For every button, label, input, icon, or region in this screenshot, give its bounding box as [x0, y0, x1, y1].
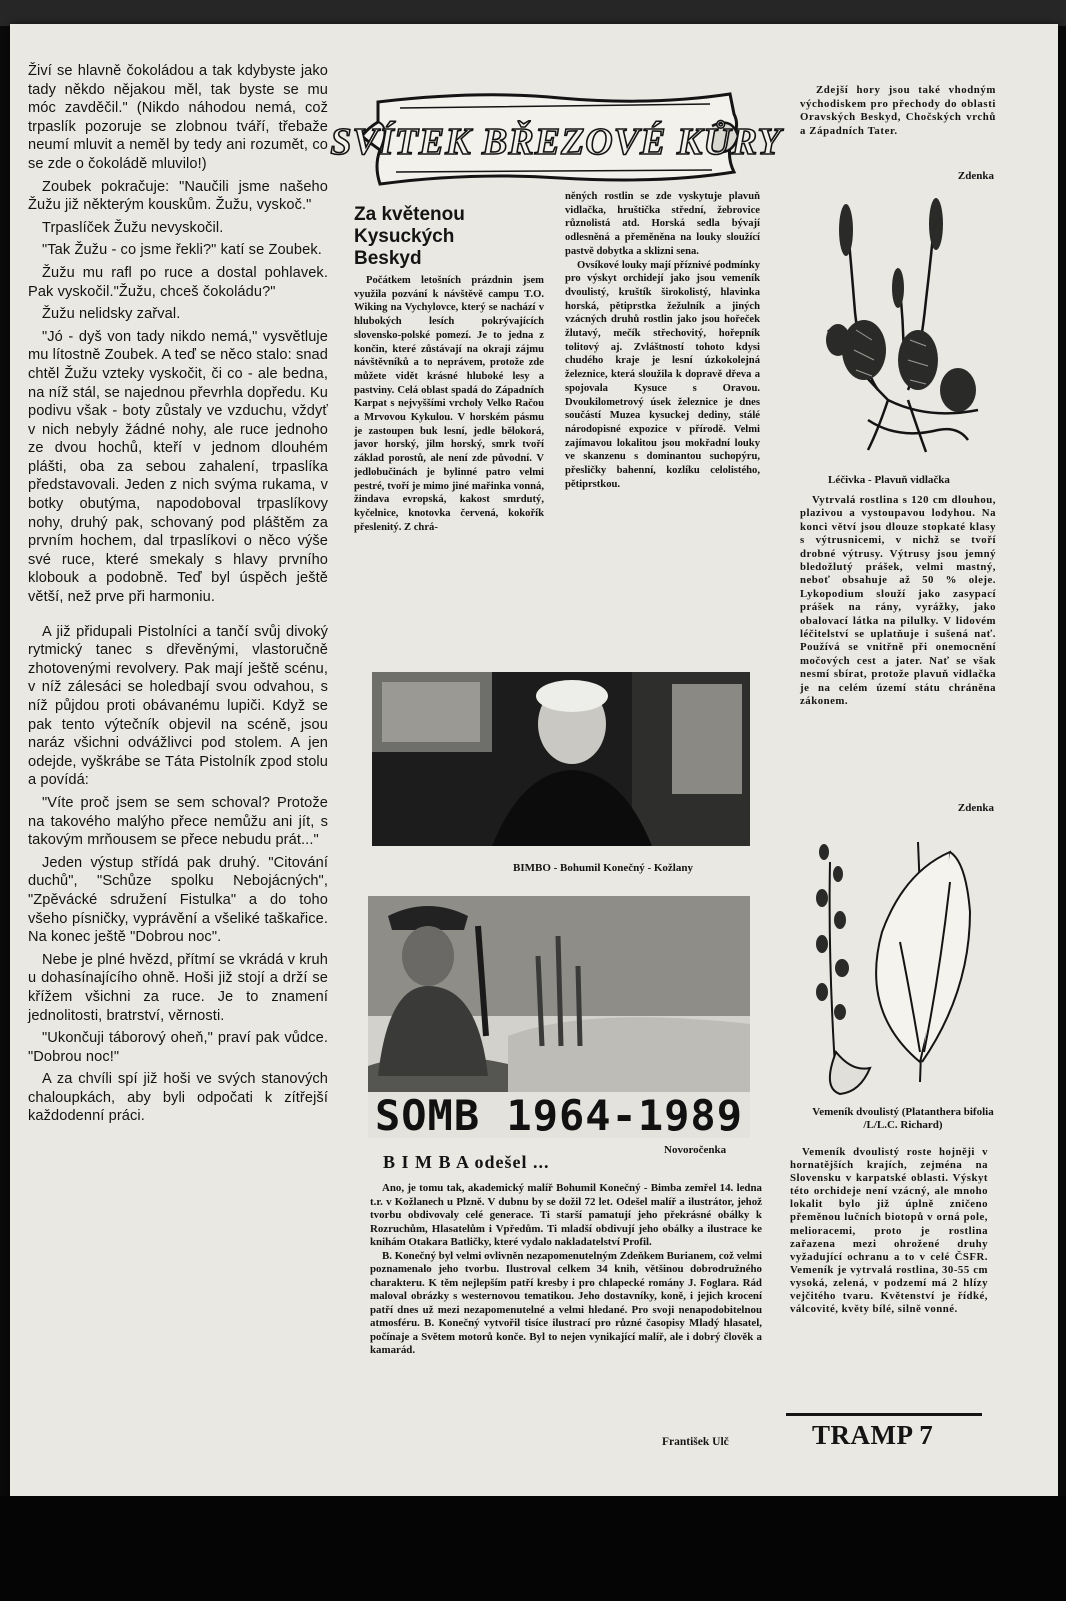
somb-banner: SOMB 1964-1989 [374, 1091, 744, 1140]
intro-paragraph: Zdejší hory jsou také vhodným východiskem pro přechody do oblasti Oravských Beskyd, Chočských vrchů a Západních Tater. [800, 84, 996, 137]
obituary-author: František Ulč [662, 1436, 729, 1448]
story-paragraph: Zoubek pokračuje: "Naučili jsme našeho Žužu již některým kouskům. Žužu, vyskoč." [28, 178, 328, 214]
story-paragraph: Živí se hlavně čokoládou a tak kdybyste jako tady někdo nějakou měl, tak byste se mu móc zavděčil." (Nikdo náhodou nemá, což trpaslík pozoruje se zlobnou tváří, třebaže neumí mluvit a neměl by tedy ani rozumět, co se zde o čokoládě mluvilo!) [28, 63, 328, 172]
masthead-scroll [330, 86, 782, 192]
article-paragraph: Ovsíkové louky mají příznivé podmínky pro výskyt orchidejí jako jsou vemeník dvoulistý, kruštík širokolistý, hlavinka horská, pětiprstka žežulník a jiných vzácných druhů rostlin jako jsou hořeček žlutavý, mečík střechovitý, hořepník tolitový aj. Zvláštností tohoto kdysi chudého kraje je lesní úzkokolejná železnice, která sloužila k dopravě dřeva a spojovala Kysuce s Oravou. Dvoukilometrový úsek železnice je dnes součástí Muzea kysuckej dediny, stálé národopisné expozice v přírodě. Velmi zajímavou lokalitou jsou mokřadní louky ve skanzenu s dominantou suchopýru, přesličky bahenní, kozlíku celolistého, pětiprstkou. [565, 259, 760, 490]
plant-paragraph: Vemeník dvoulistý roste hojněji v hornatějších krajích, zejména na Slovensku v karpatské oblasti. Výskyt této orchideje není vzácný, ale mnoho lokalit bylo již úplně zničeno přeměnou lučních biotopů v orná pole, melioracemi, proto je rostlina zařazena mezi ohrožené druhy vyžadující ochranu a to v celé ČSFR. Vemeník je vytrvalá rostlina, 30-55 cm vysoká, zelená, v podzemí má 2 hlízy vejčitého tvaru. Květenství je řídké, válcovité, květy bílé, silně vonné. [790, 1146, 988, 1316]
photo-caption: BIMBO - Bohumil Konečný - Kožlany [513, 862, 693, 874]
obituary-title: B I M B A odešel ... [383, 1152, 550, 1172]
author-signature: Zdenka [957, 170, 994, 182]
footer-divider [786, 1413, 982, 1416]
birch-bark-scroll-icon [330, 86, 782, 192]
article-column-a [354, 274, 544, 534]
portrait-photo [372, 672, 750, 846]
story-paragraph: "Ukončuji táborový oheň," praví pak vůdce. "Dobrou noc!" [28, 1030, 328, 1065]
story-paragraph: A již přidupali Pistolníci a tančí svůj divoký rytmický tanec s dřevěnými, vlastoručně zhotovenými revolvery. Pak mají ještě scénu, v níž zálesáci se holedbají svou odvahou, s níž půjdou proti obávanému lupiči. Když se pak tento výtečník objevil na scéně, jsou naráz všichni odvážlivci pod stolem. A jen odejde, vyškrábe se Táta Pistolník zpod stolu a povídá: [28, 623, 328, 789]
masthead-title: SVÍTEK BŘEZOVÉ KŮRY [330, 121, 782, 163]
background-top [0, 0, 1066, 26]
novorocenka-illustration [368, 896, 750, 1138]
story-paragraph: A za chvíli spí již hoši ve svých stanových chaloupkách, aby byli odpočati k zítřejší každodenní práci. [28, 1071, 328, 1125]
story-paragraph: "Jó - dyš von tady nikdo nemá," vysvětluje mu lítostně Zoubek. A teď se něco stalo: snad chtěl Žužu vzteky vyskočit, či co - ale bedna, na níž stál, se najednou převrhla dopředu. Ku podivu však - boty zůstaly ve vzduchu, vždyť v nich nebyly žádné nohy, ale ruce jednoho ze dvou hochů, kteří v jednom dlouhém plášti, oba za sebou zahalení, trpaslíka představovali. Jeden z nich svýma rukama, v botky obutýma, napodoboval trpaslíkovy nohy, druhý pak, schovaný pod pláštěm za prvním hochem, dal trpaslíkovi o něco výše své ruce, které smekaly s hlavy prvního klobouk a podobně. Teď byl úspěch ještě větší, než prve při harmoniu. [28, 328, 328, 606]
article-title: Za květenou Kysuckých Beskyd [354, 204, 465, 269]
right-column-intro [800, 84, 996, 138]
page-footer: TRAMP 7 [812, 1420, 934, 1450]
article-paragraph: něných rostlin se zde vyskytuje plavuň vidlačka, hruštička střední, žebrovice různolistá atd. Horská sedla bývají odlesněná a přeměněna na louky sloužící pastvě dobytka a sklizni sena. [565, 191, 760, 257]
story-paragraph: "Tak Žužu - co jsme řekli?" katí se Zoubek. [42, 242, 322, 259]
obituary-body [370, 1182, 762, 1358]
clubmoss-text [800, 494, 996, 709]
clubmoss-plant-icon [808, 190, 998, 462]
article-paragraph: Počátkem letošních prázdnin jsem využila pozvání k návštěvě campu T.O. Wiking na Vychylovce, který se nachází v hlubokých lesích pokrývajících slovensko-polské pomezí. Je to jedna z končin, které zůstávají na okraji zájmu návštěvníků a to neprávem, protože zde můžete vidět krásné hluboké lesy a pastviny. Celá oblast spadá do Západních Karpat s nejvyššími vrcholy Velko Račou a Mrvovou Kykulou. V horském pásmu je zastoupen buk lesní, jedle bělokorá, javor horský, jilm horský, smrk tvoří základ porostů, ale není zde původní. V jedlobučinách je bylinné patro velmi pestré, tvoří je mimo jiné mařinka vonná, žindava evropská, kakost smrdutý, kyčelnice, knotovka červená, kokořík přeslenitý. Z chrá- [354, 275, 544, 533]
story-paragraph: "Víte proč jsem se sem schoval? Protože na takového malýho přece nemůžu ani jít, s takovým mrňousem se přece nebudu prát..." [28, 794, 328, 849]
story-paragraph: Nebe je plné hvězd, přítmí se vkrádá v kruh u dohasínajícího ohně. Hoši již stojí a drží se křížem všichni za ruce. Je to znamení jednolitosti, bratrství, věrnosti. [28, 951, 328, 1024]
story-paragraph: Žužu mu rafl po ruce a dostal pohlavek. Pak vyskočil."Žužu, chceš čokoládu?" [28, 264, 328, 300]
author-signature: Zdenka [957, 802, 994, 814]
orchid-plant-icon [800, 822, 996, 1098]
story-paragraph: Trpaslíček Žužu nevyskočil. [42, 219, 224, 236]
obituary-paragraph: Ano, je tomu tak, akademický malíř Bohumil Konečný - Bimba zemřel 14. ledna t.r. v Kožlanech u Plzně. V dubnu by se dožil 72 let. Odešel malíř a ilustrátor, jehož tvorbu obdivovaly celé generace. Ti starší pamatují jeho překrásné obálky k Rozruchům, Hlasatelům i Vpředům. Ti mladší obdivují jeho obálky a ilustrace ke knihám Otakara Batličky, které vydalo nakladatelství Profil. [370, 1182, 762, 1248]
orchid-drawing [800, 822, 996, 1098]
orchid-text [790, 1146, 988, 1316]
portrait-image [372, 672, 750, 846]
photo-caption: Novoročenka [664, 1144, 727, 1156]
story-paragraph: Jeden výstup střídá pak druhý. "Citování duchů", "Schůze spolku Nebojácných", "Zpěvácké sdružení Fistulka" a do toho všeho písničky, vyprávění a všeliké taškařice. Na konec ještě "Dobrou noc". [28, 854, 328, 946]
story-paragraph: Žužu nelidsky zařval. [42, 306, 181, 323]
story-column [28, 62, 328, 1130]
obituary-paragraph: B. Konečný byl velmi ovlivněn nezapomenutelným Zdeňkem Burianem, což velmi poznamenalo jeho tvorbu. Ilustroval celkem 34 knih, většinou dobrodružného charakteru. K těm nejlepším patří kresby i pro chlapecké romány J. Foglara. Rád maloval obrázky s westernovou tematikou. Jeho dostavníky, koně, i jejich krocení patří dnes už mezi nezapomenutelné a velmi hledané. Pro svoji nenapodobitelnou atmosféru. B. Konečný vytvořil tisíce ilustrací pro různé časopisy Mladý hlasatel, počínaje a Světem motorů konče. Byl to nejen vynikající malíř, ale i dobrý člověk a kamarád. [370, 1249, 762, 1356]
plant-caption: Vemeník dvoulistý (Platanthera bifolia /L/L.C. Richard) [812, 1106, 994, 1131]
plant-paragraph: Vytrvalá rostlina s 120 cm dlouhou, plazivou a vystoupavou lodyhou. Na konci větví jsou dlouze stopkaté klasy s výtrusnicemi, v nichž se tvoří drobné výtrusy. Výtrusy jsou jemný bledožlutý prášek, velmi mastný, neboť obsahuje až 50 % oleje. Lykopodium slouží jako zasypací prášek na rány, vyrážky, jako obalovací látka na pilulky. V lidovém léčitelství se uplatňuje i sušená nať. Používá se vnitřně při onemocnění močových cest a jater. Nať se však nesmí sbírat, protože plavuň vidlačka je na celém území státu chráněna zákonem. [800, 494, 996, 708]
plant-caption: Léčivka - Plavuň vidlačka [828, 474, 950, 486]
cowboy-illustration [368, 896, 750, 1138]
article-column-b [565, 190, 760, 491]
clubmoss-drawing [808, 190, 998, 462]
background-bottom [0, 1496, 1066, 1601]
